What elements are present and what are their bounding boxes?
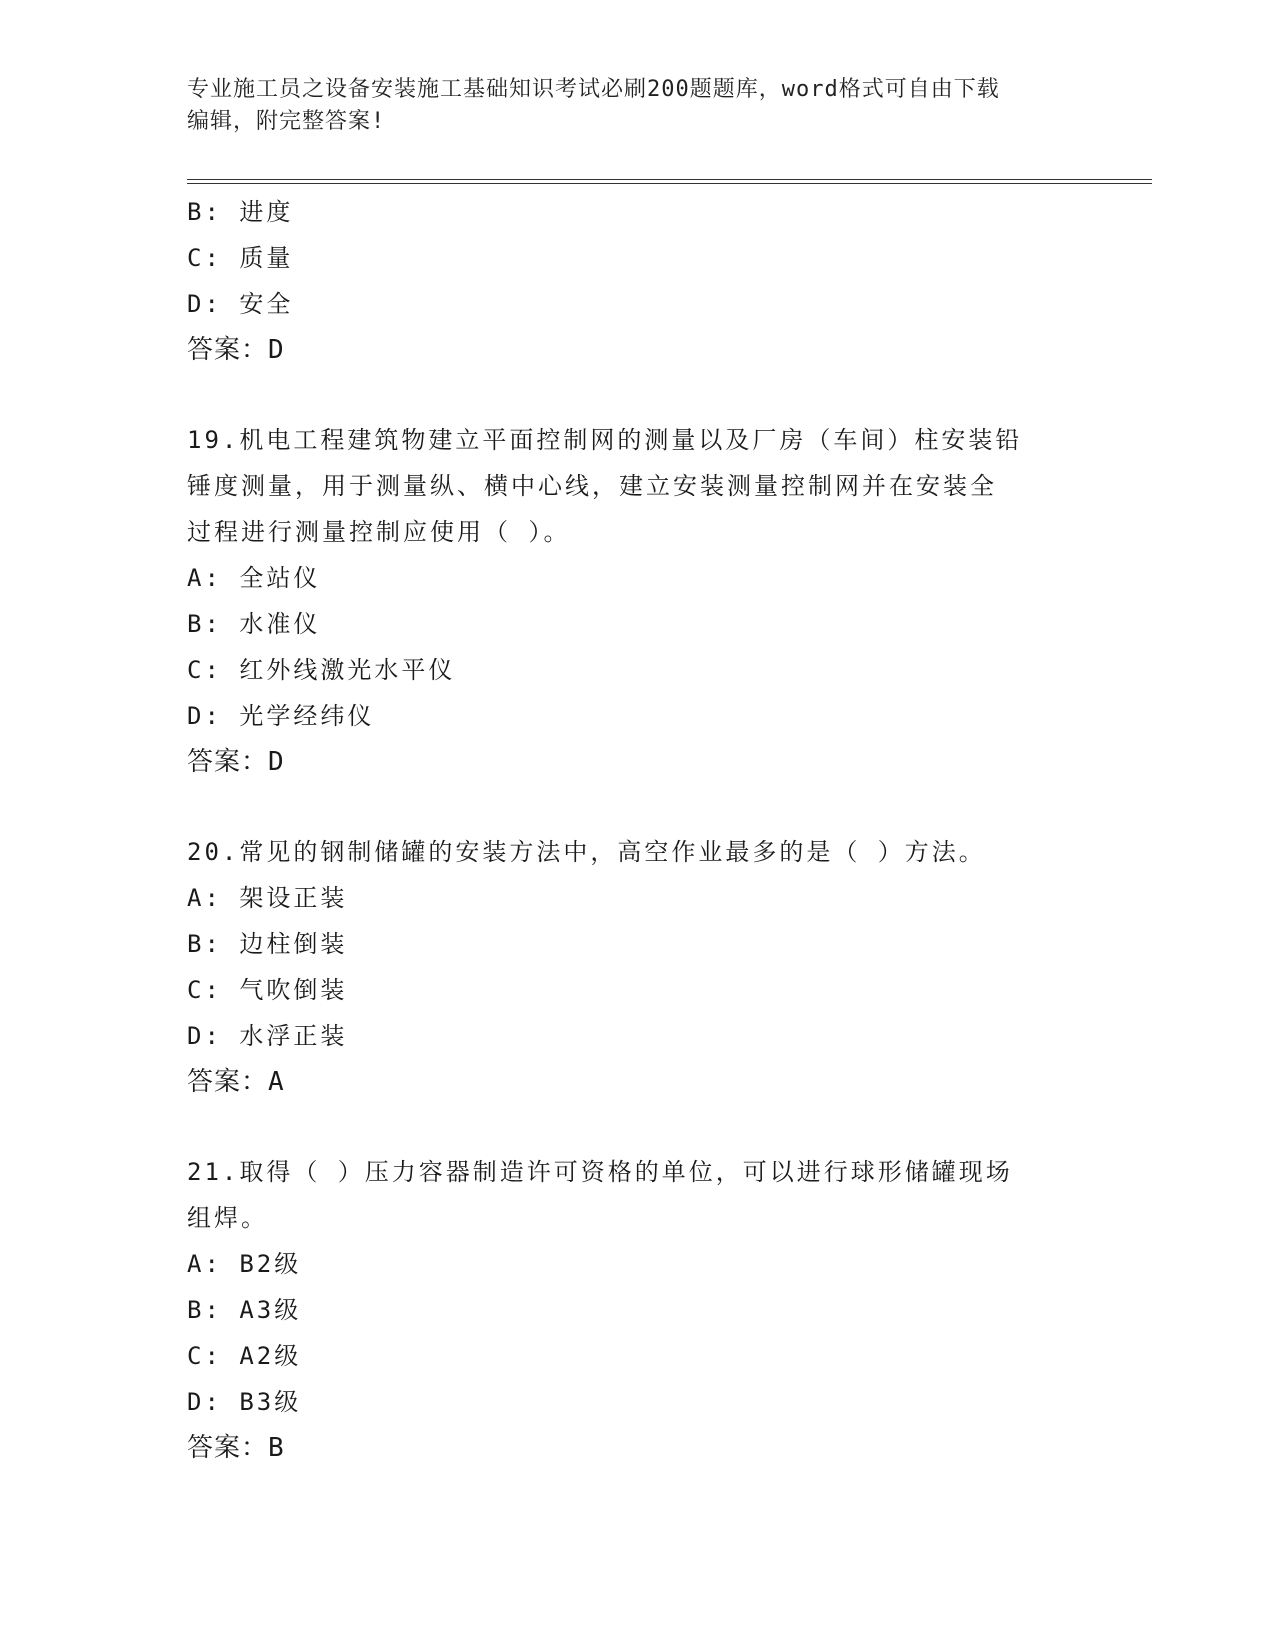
- question-19: [187, 417, 1087, 785]
- option-a: A: 全站仪: [187, 564, 321, 592]
- option-d: D: 水浮正装: [187, 1022, 348, 1050]
- option-c: C: 质量: [187, 244, 294, 272]
- question-text-line: 组焊。: [187, 1204, 268, 1232]
- option-a: A: 架设正装: [187, 884, 348, 912]
- question-text-line: 20.常见的钢制储罐的安装方法中，高空作业最多的是（ ）方法。: [187, 838, 986, 866]
- question-text-line: 锤度测量，用于测量纵、横中心线，建立安装测量控制网并在安装全: [187, 472, 997, 500]
- option-d: D: B3级: [187, 1388, 302, 1416]
- option-b: B: 边柱倒装: [187, 930, 348, 958]
- question-text: [187, 417, 1087, 555]
- header-rule-bottom: [187, 183, 1152, 184]
- document-body: [187, 189, 1087, 1471]
- question-21: [187, 1149, 1087, 1471]
- option-b: B: 进度: [187, 198, 294, 226]
- option-c: C: 气吹倒装: [187, 976, 348, 1004]
- option-b: B: A3级: [187, 1296, 302, 1324]
- option-c: C: 红外线激光水平仪: [187, 656, 456, 684]
- answer: 答案：D: [187, 747, 285, 777]
- option-d: D: 光学经纬仪: [187, 702, 375, 730]
- header-line-1: 专业施工员之设备安装施工基础知识考试必刷200题题库，word格式可自由下载: [187, 77, 1000, 102]
- option-c: C: A2级: [187, 1342, 302, 1370]
- question-text-line: 19.机电工程建筑物建立平面控制网的测量以及厂房（车间）柱安装铅: [187, 426, 1023, 454]
- question-20: [187, 829, 1087, 1105]
- header-line-2: 编辑，附完整答案!: [187, 109, 386, 134]
- previous-question-continuation: [187, 189, 1087, 373]
- answer: 答案：B: [187, 1433, 285, 1463]
- document-header: [187, 74, 1067, 138]
- answer: 答案：A: [187, 1067, 285, 1097]
- answer: 答案：D: [187, 335, 285, 365]
- question-text: [187, 829, 1087, 875]
- option-d: D: 安全: [187, 290, 294, 318]
- option-a: A: B2级: [187, 1250, 302, 1278]
- question-text: [187, 1149, 1087, 1241]
- header-rule-top: [187, 179, 1152, 180]
- option-b: B: 水准仪: [187, 610, 321, 638]
- question-text-line: 过程进行测量控制应使用（ ）。: [187, 518, 571, 546]
- question-text-line: 21.取得（ ）压力容器制造许可资格的单位，可以进行球形储罐现场: [187, 1158, 1013, 1186]
